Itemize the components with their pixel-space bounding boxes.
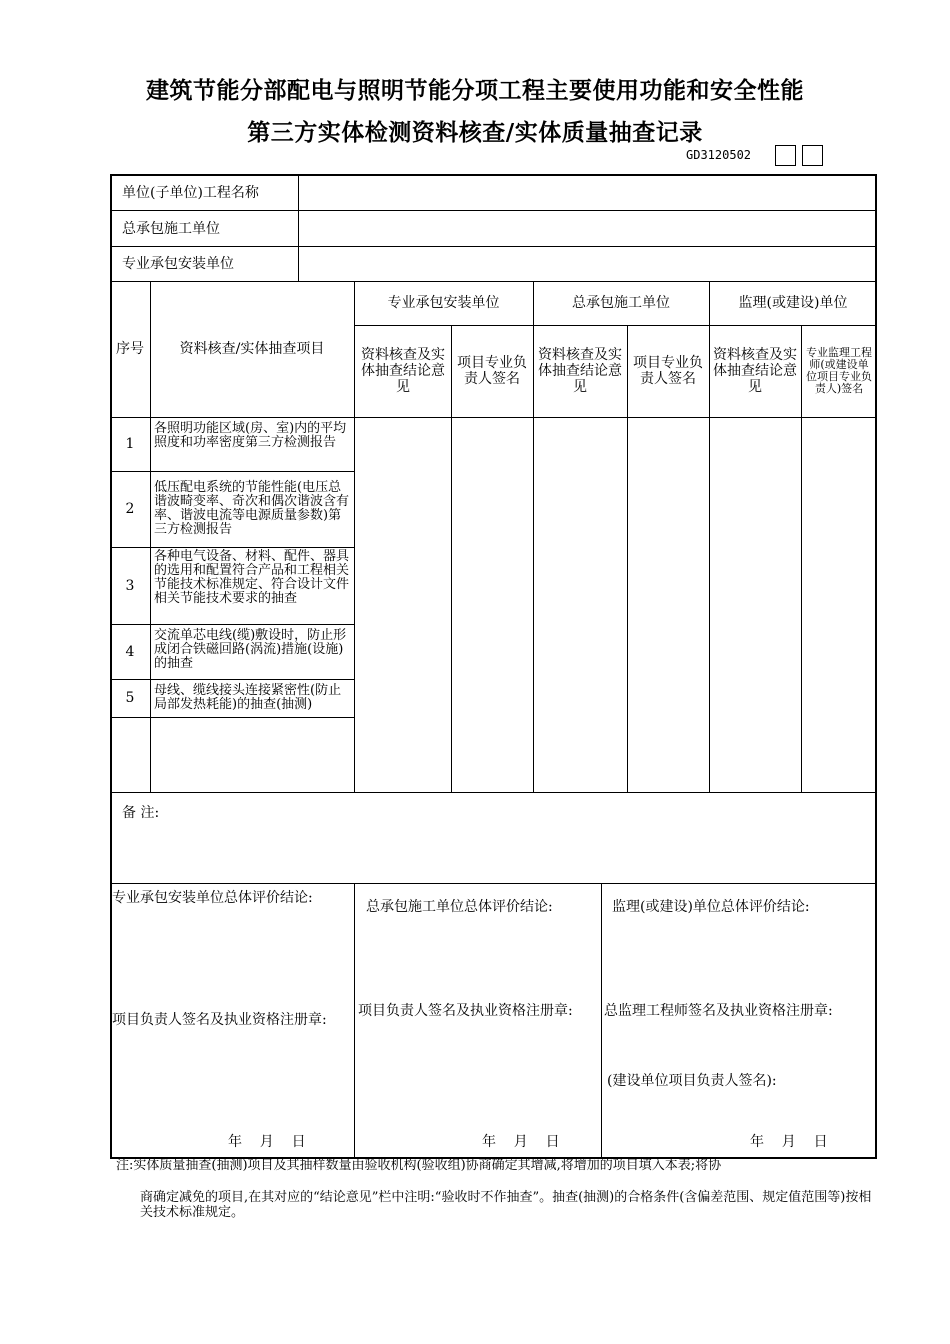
remarks-label: 备 注: bbox=[122, 805, 160, 821]
header-gc-conclusion: 资料核查及实体抽查结论意见 bbox=[538, 347, 622, 395]
item-text-4: 交流单芯电线(缆)敷设时，防止形成闭合铁磁回路(涡流)措施(设施)的抽查 bbox=[154, 628, 347, 671]
item-no-3: 3 bbox=[125, 577, 135, 594]
header-sv-signature: 专业监理工程师(或建设单位项目专业负责人)签名 bbox=[806, 346, 872, 395]
header-gc-signature: 项目专业负 责人签名 bbox=[633, 355, 703, 387]
header-group-general-contractor: 总承包施工单位 bbox=[572, 295, 670, 311]
code-box-2[interactable] bbox=[802, 145, 823, 166]
footnote-line2: 商确定减免的项目,在其对应的“结论意见”栏中注明:“验收时不作抽查”。抽查(抽测)的合格条件(含偏差范围、规定值范围等)按相关技术标准规定。 bbox=[140, 1190, 872, 1220]
header-seq: 序号 bbox=[116, 341, 144, 357]
item-text-3: 各种电气设备、材料、配件、器具的选用和配置符合产品和工程相关节能技术标准规定、符合设计文件相关节能技术要求的抽查 bbox=[154, 549, 350, 606]
header-sub-conclusion: 资料核查及实体抽查结论意见 bbox=[361, 347, 445, 395]
conclusion-sign-general-contractor: 项目负责人签名及执业资格注册章: bbox=[358, 1003, 573, 1019]
page-title: 建筑节能分部配电与照明节能分项工程主要使用功能和安全性能 bbox=[146, 78, 804, 104]
item-no-4: 4 bbox=[125, 643, 135, 660]
item-text-1: 各照明功能区域(房、室)内的平均照度和功率密度第三方检测报告 bbox=[154, 421, 347, 450]
header-sv-conclusion: 资料核查及实体抽查结论意见 bbox=[713, 347, 797, 395]
form-code: GD3120502 bbox=[686, 148, 752, 162]
conclusion-title-subcontractor: 专业承包安装单位总体评价结论: bbox=[112, 890, 313, 906]
conclusion-sign-subcontractor: 项目负责人签名及执业资格注册章: bbox=[112, 1012, 327, 1028]
conclusion-title-general-contractor: 总承包施工单位总体评价结论: bbox=[366, 899, 553, 915]
info-label-subcontractor: 专业承包安装单位 bbox=[122, 256, 234, 272]
info-label-general-contractor: 总承包施工单位 bbox=[122, 221, 220, 237]
conclusion-title-supervisor: 监理(或建设)单位总体评价结论: bbox=[612, 899, 810, 915]
conclusion-date-subcontractor[interactable]: 年 月 日 bbox=[228, 1134, 306, 1150]
item-text-2: 低压配电系统的节能性能(电压总谐波畸变率、奇次和偶次谐波含有率、谐波电流等电源质量参数)第三方检测报告 bbox=[154, 480, 350, 537]
code-box-1[interactable] bbox=[775, 145, 796, 166]
item-no-1: 1 bbox=[125, 436, 135, 452]
header-sub-signature: 项目专业负 责人签名 bbox=[457, 355, 527, 387]
conclusion-sign-supervisor: 总监理工程师签名及执业资格注册章: bbox=[604, 1003, 833, 1019]
header-group-subcontractor: 专业承包安装单位 bbox=[387, 295, 500, 311]
header-group-supervisor: 监理(或建设)单位 bbox=[738, 295, 848, 311]
item-no-5: 5 bbox=[125, 690, 135, 706]
conclusion-date-general-contractor[interactable]: 年 月 日 bbox=[482, 1134, 560, 1150]
conclusion-extra-supervisor: (建设单位项目负责人签名): bbox=[607, 1073, 777, 1089]
footnote-line1: 注:实体质量抽查(抽测)项目及其抽样数量由验收机构(验收组)协商确定其增减,将增加的项目填入本表;将协 bbox=[116, 1158, 722, 1173]
info-label-project: 单位(子单位)工程名称 bbox=[122, 185, 259, 201]
page-subtitle: 第三方实体检测资料核查/实体质量抽查记录 bbox=[247, 120, 703, 146]
item-text-5: 母线、缆线接头连接紧密性(防止局部发热耗能)的抽查(抽测) bbox=[154, 683, 342, 712]
item-no-2: 2 bbox=[125, 501, 135, 517]
conclusion-date-supervisor[interactable]: 年 月 日 bbox=[750, 1134, 828, 1150]
header-item: 资料核查/实体抽查项目 bbox=[179, 341, 325, 357]
